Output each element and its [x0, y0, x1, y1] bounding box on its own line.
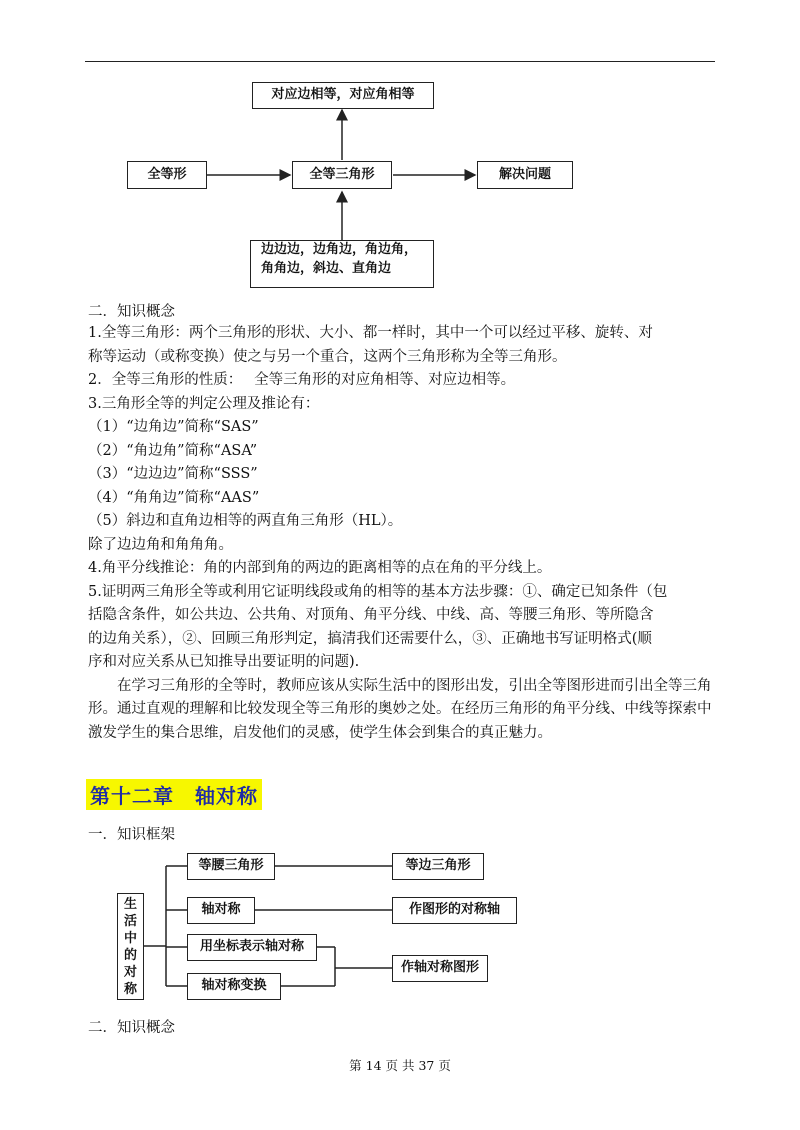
- concept-line-13: 括隐含条件，如公共边、公共角、对顶角、角平分线、中线、高、等腰三角形、等所隐含: [88, 607, 654, 623]
- vertical-char-2: 活: [123, 913, 137, 929]
- section-knowledge-frame-heading: 一．知识框架: [88, 827, 175, 843]
- concept-line-8: （4）“角角边”简称“AAS”: [88, 489, 260, 506]
- diagram1-bottom-line-1: 边边边，边角边，角边角，: [261, 242, 418, 257]
- diagram1-center-box: 全等三角形: [292, 161, 392, 189]
- section-knowledge-concept-heading: 二．知识概念: [88, 304, 175, 320]
- concept-line-15: 序和对应关系从已知推导出要证明的问题).: [88, 654, 360, 670]
- diagram1-top-box: 对应边相等，对应角相等: [252, 82, 434, 109]
- vertical-char-5: 对: [123, 964, 137, 980]
- vertical-char-3: 中: [123, 930, 137, 946]
- concept-line-5: （1）“边角边”简称“SAS”: [88, 419, 259, 435]
- diagram1-left-box: 全等形: [127, 161, 207, 189]
- chapter-title: 第十二章 轴对称: [86, 779, 262, 810]
- symmetry-transform-box: 轴对称变换: [187, 973, 281, 1000]
- life-symmetry-box: [117, 893, 144, 1000]
- concept-line-6: （2）“角边角”简称“ASA”: [88, 442, 258, 459]
- concept-line-10: 除了边边角和角角角。: [88, 536, 233, 553]
- concept-line-9: （5）斜边和直角边相等的两直角三角形（HL）。: [88, 513, 403, 529]
- section-knowledge-concept-heading-2: 二．知识概念: [88, 1020, 175, 1036]
- teaching-paragraph: 在学习三角形的全等时，教师应该从实际生活中的图形出发，引出全等图形进而引出全等三角形。通过直观的理解和比较发现全等三角形的奥妙之处。在经历三角形的角平分线、中线等探索中激发学生的集合思维，启发他们的灵感，使学生体会到集合的真正魅力。: [88, 677, 712, 741]
- concept-line-7: （3）“边边边”简称“SSS”: [88, 466, 258, 482]
- coordinate-symmetry-box: 用坐标表示轴对称: [187, 934, 317, 961]
- concept-line-2: 称等运动（或称变换）使之与另一个重合，这两个三角形称为全等三角形。: [88, 348, 567, 365]
- concept-line-1: 1.全等三角形：两个三角形的形状、大小、都一样时，其中一个可以经过平移、旋转、对: [88, 325, 653, 341]
- vertical-char-4: 的: [123, 947, 137, 963]
- vertical-char-6: 称: [123, 981, 137, 997]
- equilateral-triangle-box: 等边三角形: [392, 853, 484, 880]
- vertical-char-1: 生: [123, 896, 137, 912]
- page-footer: 第 14 页 共 37 页: [349, 1058, 451, 1073]
- diagram1-bottom-line-2: 角角边，斜边、直角边: [261, 260, 392, 276]
- concept-line-11: 4.角平分线推论：角的内部到角的两边的距离相等的点在角的平分线上。: [88, 560, 552, 576]
- concept-line-4: 3.三角形全等的判定公理及推论有：: [88, 395, 320, 412]
- draw-symmetry-axis-box: 作图形的对称轴: [392, 897, 517, 924]
- diagram1-right-box: 解决问题: [477, 161, 573, 189]
- concept-line-14: 的边角关系），②、回顾三角形判定，搞清我们还需要什么，③、正确地书写证明格式(顺: [88, 630, 652, 647]
- axis-symmetry-box: 轴对称: [187, 897, 255, 924]
- concept-line-12: 5.证明两三角形全等或利用它证明线段或角的相等的基本方法步骤：①、确定已知条件（包: [88, 583, 668, 600]
- isosceles-triangle-box: 等腰三角形: [187, 853, 275, 880]
- draw-symmetric-figure-box: 作轴对称图形: [392, 955, 488, 982]
- concept-line-3: 2．全等三角形的性质： 全等三角形的对应角相等、对应边相等。: [88, 372, 516, 388]
